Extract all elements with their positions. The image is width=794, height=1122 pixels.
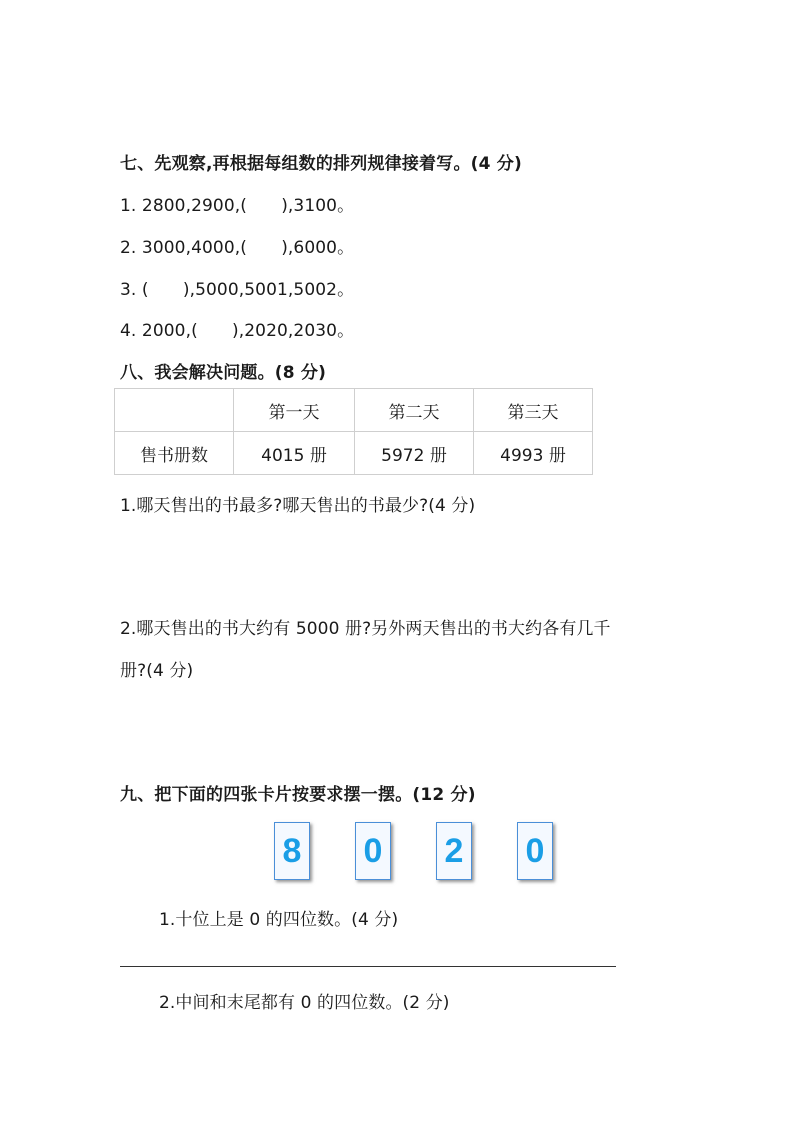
- table-row: [115, 432, 593, 475]
- table-header-cell: 第一天: [234, 389, 355, 432]
- section-9-title: 九、把下面的四张卡片按要求摆一摆。(12 分): [120, 785, 476, 805]
- number-card: 2: [436, 822, 472, 880]
- number-card: 0: [355, 822, 391, 880]
- table-row-label: 售书册数: [115, 432, 234, 475]
- section-8-title: 八、我会解决问题。(8 分): [120, 363, 327, 383]
- answer-line: [120, 966, 616, 967]
- table-header-cell: 第三天: [474, 389, 593, 432]
- table-header-row: [115, 389, 593, 432]
- question-8-2-line-2: 册?(4 分): [120, 661, 194, 681]
- table-cell: 4015 册: [234, 432, 355, 475]
- sequence-item-1: 1. 2800,2900,( ),3100。: [120, 196, 355, 216]
- table-cell: 4993 册: [474, 432, 593, 475]
- question-8-1: 1.哪天售出的书最多?哪天售出的书最少?(4 分): [120, 496, 476, 516]
- question-8-2-line-1: 2.哪天售出的书大约有 5000 册?另外两天售出的书大约各有几千: [120, 619, 611, 639]
- sequence-item-2: 2. 3000,4000,( ),6000。: [120, 238, 355, 258]
- sequence-item-4: 4. 2000,( ),2020,2030。: [120, 321, 355, 341]
- sequence-item-3: 3. ( ),5000,5001,5002。: [120, 280, 355, 300]
- table-header-cell: [115, 389, 234, 432]
- number-card: 0: [517, 822, 553, 880]
- question-9-2: 2.中间和末尾都有 0 的四位数。(2 分): [159, 993, 450, 1013]
- book-sales-table: [114, 388, 593, 475]
- question-9-1: 1.十位上是 0 的四位数。(4 分): [159, 910, 399, 930]
- number-card: 8: [274, 822, 310, 880]
- table-header-cell: 第二天: [355, 389, 474, 432]
- section-7-title: 七、先观察,再根据每组数的排列规律接着写。(4 分): [120, 154, 522, 174]
- table-cell: 5972 册: [355, 432, 474, 475]
